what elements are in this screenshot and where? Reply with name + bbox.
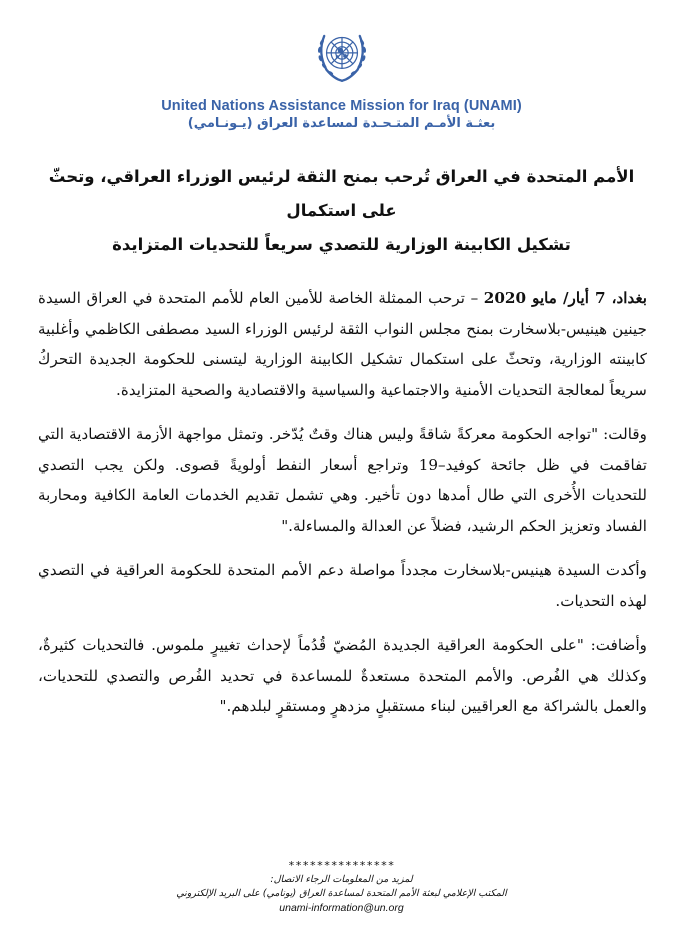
separator-stars: *************** xyxy=(288,859,395,872)
contact-email-link[interactable]: unami-information@un.org xyxy=(279,902,404,914)
paragraph-3: وأكدت السيدة هينيس-بلاسخارت مجدداً مواصلة دعم الأمم المتحدة للحكومة العراقية في التصدي لهذه التحديات. xyxy=(38,561,647,610)
contact-footer xyxy=(0,859,683,915)
paragraph-2: وقالت: "تواجه الحكومة معركةً شاقةً وليس هناك وقتٌ يُدّخر. وتمثل مواجهة الأزمة الاقتصادية التي تفاقمت في ظل جائحة كوفيد–19 وتراجع أسعار النفط أولويةً قصوى. ولكن يجب التصدي للتحديات الأُخرى التي طال أمدها دون تأخير. وهي تشمل تقديم الخدمات العامة الكافية ومحاربة الفساد وتعزيز الحكم الرشيد، فضلاً عن العدالة والمساءلة." xyxy=(38,425,648,535)
contact-line-2: المكتب الإعلامي لبعثة الأمم المتحدة لمساعدة العراق (يونامي) على البريد الإلكتروني xyxy=(176,888,507,899)
paragraph-1-text: – ترحب الممثلة الخاصة للأمين العام للأمم المتحدة في العراق السيدة جينين هينيس-بلاسخارت بمنح مجلس النواب الثقة لرئيس الوزراء السيد مصطفى الكاظمي وأغلبية كابينته الوزارية، وتحثّ على استكمال تشكيل الكابينة الوزارية ليتسنى للحكومة الجديدة التحركُ سريعاً لمعالجة التحديات الأمنية والاجتماعية والسياسية والاقتصادية والصحية المتزايدة. xyxy=(38,289,647,399)
paragraph-4: وأضافت: "على الحكومة العراقية الجديدة المُضيّ قُدُماً لإحداث تغييرٍ ملموس. فالتحديات كثيرةٌ، وكذلك هي الفُرص. والأمم المتحدة مستعدةٌ للمساعدة في تحديد الفُرص والتصدي للتحديات، والعمل بالشراكة مع العراقيين لبناء مستقبلٍ مزدهرٍ ومستقرٍ لبلدهم." xyxy=(38,636,647,715)
dateline: بغداد، 7 أيار/ مايو 2020 xyxy=(483,289,647,307)
organization-name-en: United Nations Assistance Mission for Iraq (UNAMI) xyxy=(161,98,522,114)
title-line-1: الأمم المتحدة في العراق تُرحب بمنح الثقة لرئيس الوزراء العراقي، وتحثّ على استكمال xyxy=(48,167,635,220)
press-release-body xyxy=(38,283,647,736)
contact-line-1: لمزيد من المعلومات الرجاء الاتصال: xyxy=(270,874,413,885)
paragraph-1 xyxy=(38,283,647,405)
letterhead xyxy=(0,22,683,131)
organization-name-ar: بعثـة الأمـم المتـحـدة لمساعدة العراق (يـونـامي) xyxy=(187,116,496,131)
un-emblem-icon xyxy=(303,22,381,90)
title-line-2: تشكيل الكابينة الوزارية للتصدي سريعاً للتحديات المتزايدة xyxy=(112,235,571,254)
press-release-title xyxy=(30,160,653,262)
